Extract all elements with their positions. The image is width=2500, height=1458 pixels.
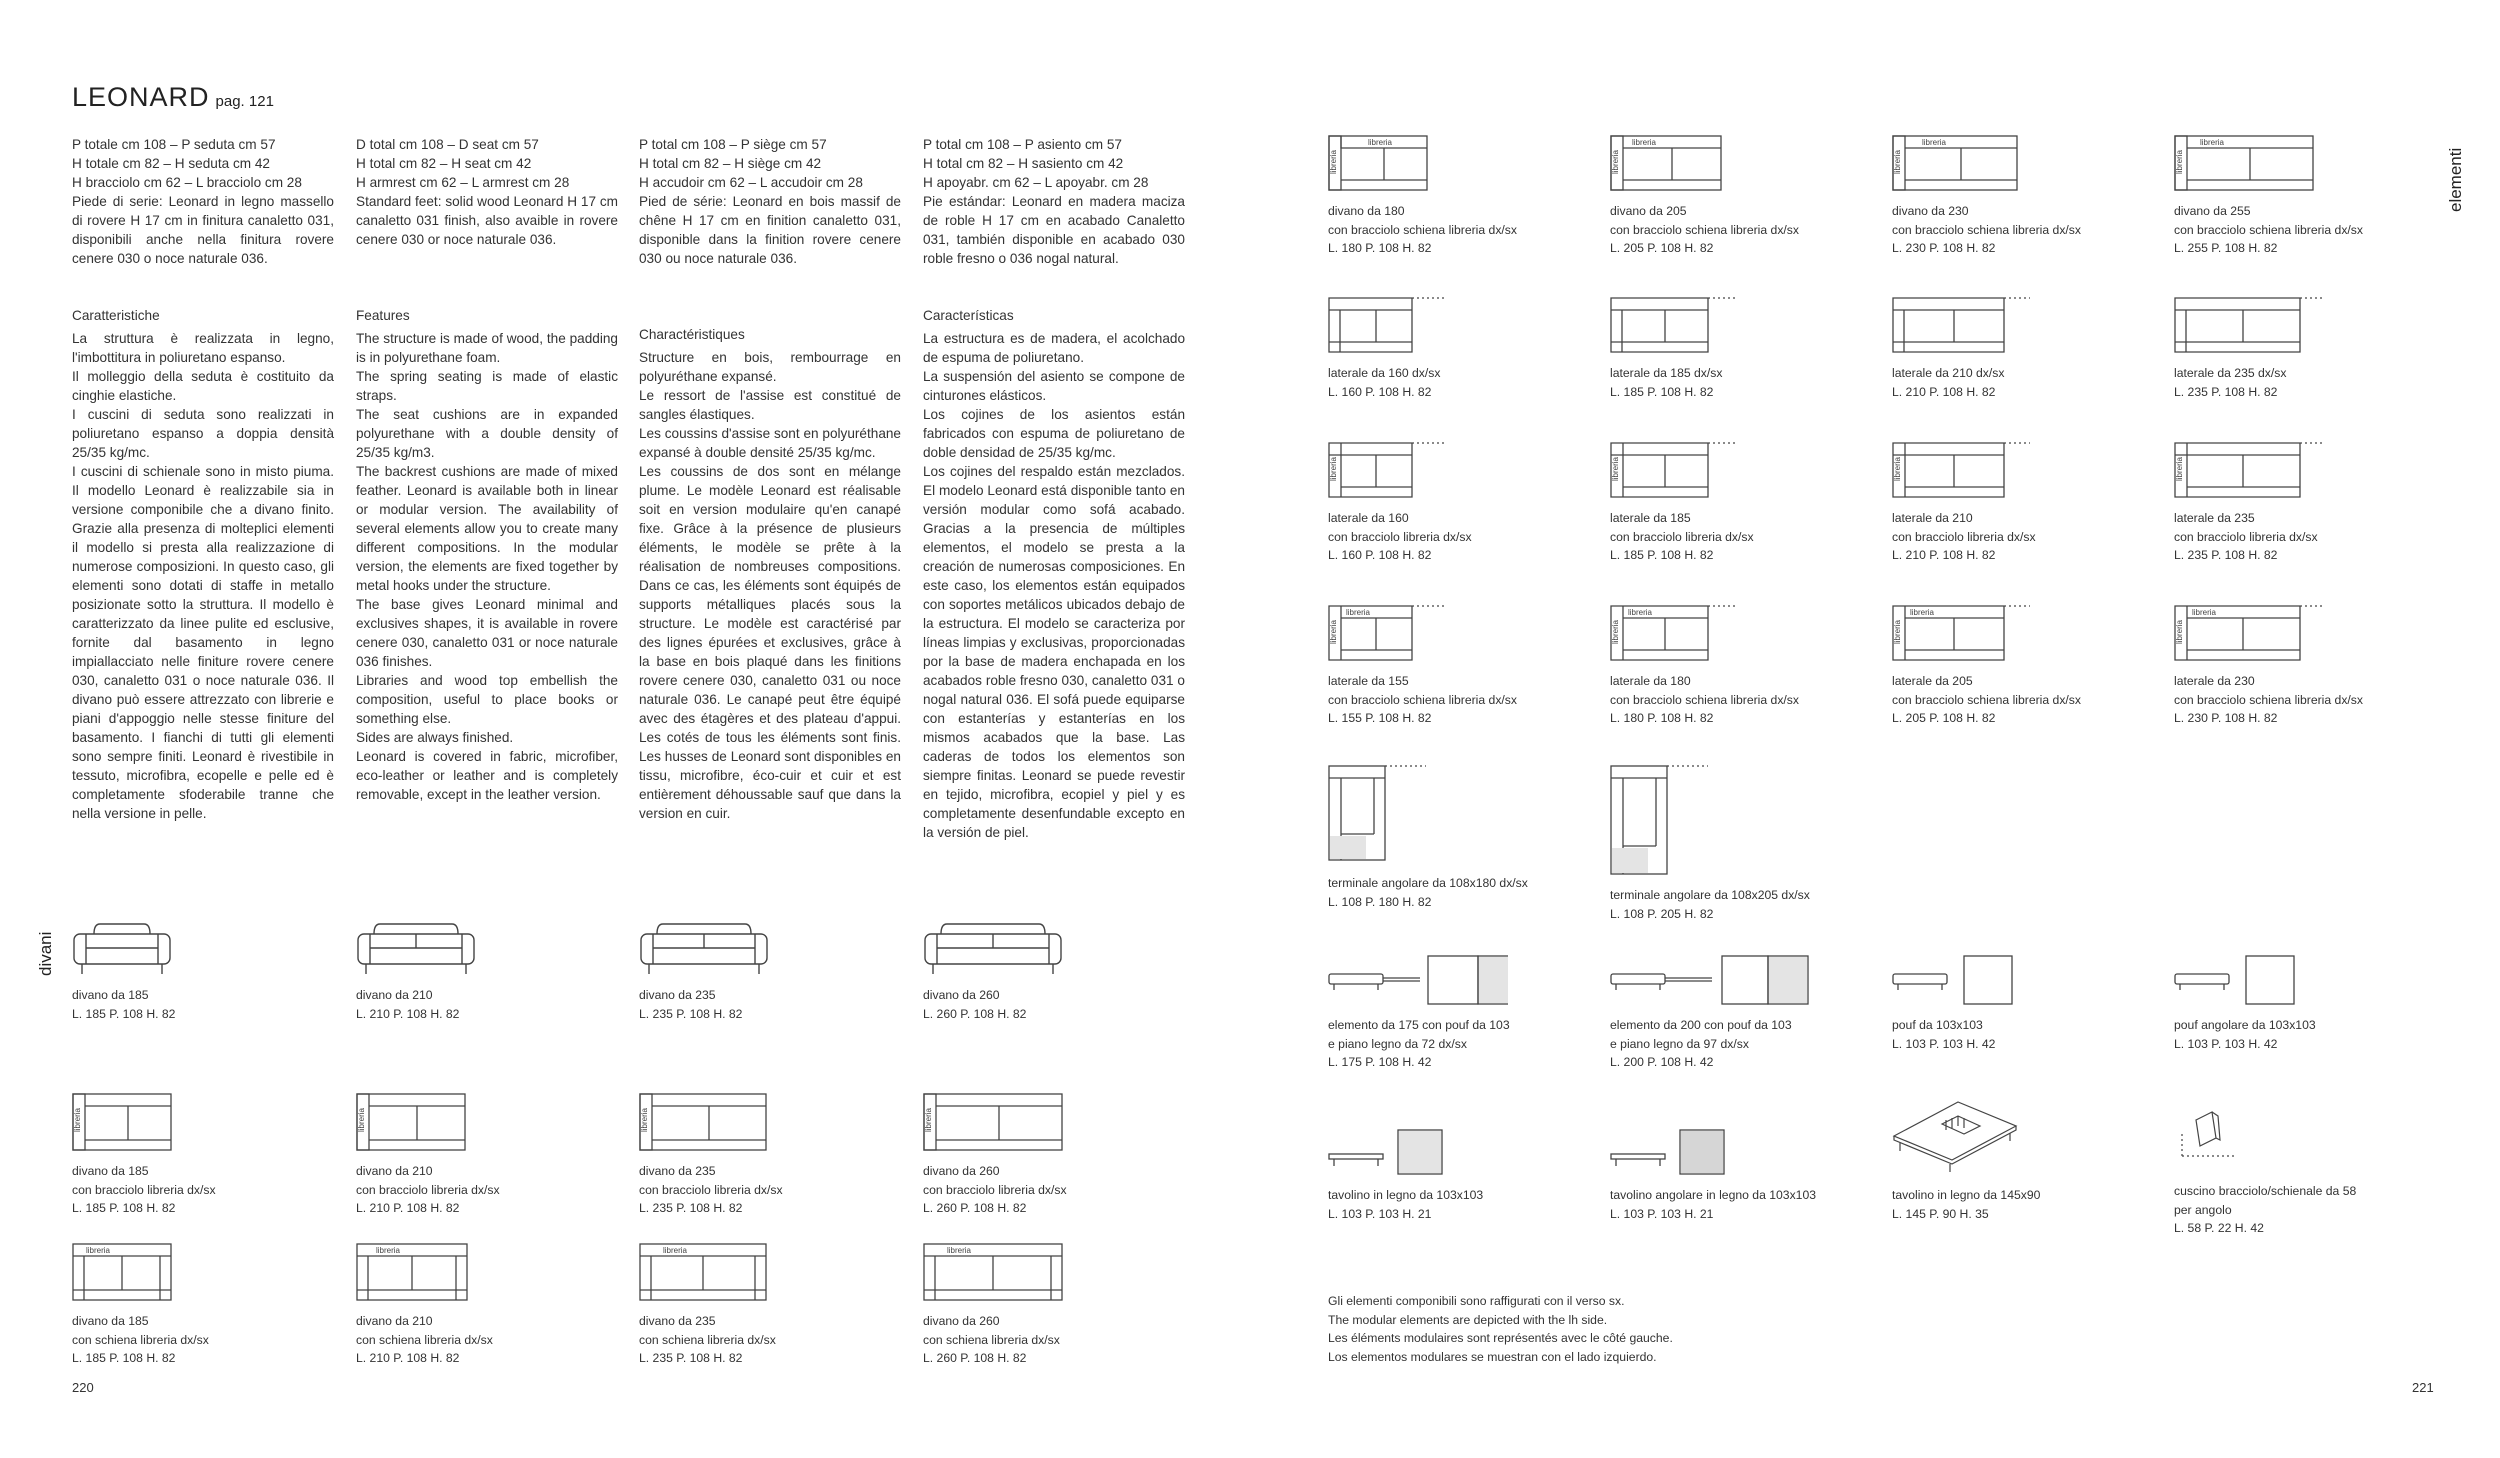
item-caption: laterale da 185 dx/sx L. 185 P. 108 H. 82 (1610, 366, 1723, 399)
divano-item (72, 1242, 342, 1368)
spec-feet: Standard feet: solid wood Leonard H 17 cm canaletto 031 finish, also avaible in rovere cenere 030 or noce naturale 036. (356, 194, 618, 247)
libreria-label: libreria (1922, 138, 1947, 147)
item-caption: laterale da 235 dx/sx L. 235 P. 108 H. 82 (2174, 366, 2287, 399)
item-caption: divano da 210 con schiena libreria dx/sx L. 210 P. 108 H. 82 (356, 1314, 493, 1365)
elemento-item (2174, 604, 2444, 728)
item-caption: laterale da 235 con bracciolo libreria dx/sx L. 235 P. 108 H. 82 (2174, 511, 2318, 562)
elemento-item (1328, 604, 1598, 728)
divano-item (923, 1092, 1193, 1218)
spec-dimensions: P totale cm 108 – P seduta cm 57 H totale cm 82 – H seduta cm 42 H bracciolo cm 62 – L bracciolo cm 28 (72, 137, 302, 190)
element-top-drawing (1328, 604, 1448, 662)
features-body: The structure is made of wood, the padding is in polyurethane foam. The spring seating is made of elastic straps. The seat cushions are in expanded polyurethane with a double density of 25/35 kg/m3. The backrest cushions are made of mixed feather. Leonard is available both in linear or modular version. The availability of several elements allow you to create many different compositions. In the modular version, the elements are fixed together by metal hooks under the structure. The base gives Leonard minimal and exclusives shapes, it is available in rovere cenere 030, canaletto 031 or noce naturale 036 finishes. Libraries and wood top embellish the composition, useful to place books or something else. Sides are always finished. Leonard is covered in fabric, microfiber, eco-leather or leather and is completely removable, except in the leather version. (356, 331, 618, 802)
text-column-english (356, 135, 618, 804)
item-caption: laterale da 185 con bracciolo libreria dx/sx L. 185 P. 108 H. 82 (1610, 511, 1754, 562)
elemento-item (1892, 296, 2162, 401)
spec-feet: Piede di serie: Leonard in legno massello di rovere H 17 cm in finitura canaletto 031, disponibili anche nella finitura rovere cenere 030 o noce naturale 036. (72, 194, 334, 266)
divano-item (72, 1092, 342, 1218)
table-iso-drawing (1892, 1096, 2032, 1176)
table-drawing (1328, 1128, 1458, 1176)
libreria-label: libreria (1368, 138, 1393, 147)
item-caption: tavolino angolare in legno da 103x103 L. 103 P. 103 H. 21 (1610, 1188, 1816, 1221)
libreria-label: libreria (640, 1107, 649, 1132)
note-line: Les éléments modulaires sont représentés avec le côté gauche. (1328, 1331, 1673, 1345)
corner-element-drawing (1610, 764, 1710, 876)
libreria-label: libreria (2175, 149, 2184, 174)
libreria-label: libreria (1632, 138, 1657, 147)
item-caption: laterale da 230 con bracciolo schiena libreria dx/sx L. 230 P. 108 H. 82 (2174, 674, 2363, 725)
elemento-item (1892, 604, 2162, 728)
pouf-element-drawing (1610, 954, 1810, 1006)
features-heading: Features (356, 308, 410, 323)
item-caption: divano da 235 L. 235 P. 108 H. 82 (639, 988, 743, 1021)
features-heading: Charactéristiques (639, 327, 745, 342)
divano-item (639, 918, 909, 1023)
item-caption: elemento da 200 con pouf da 103 e piano legno da 97 dx/sx L. 200 P. 108 H. 42 (1610, 1018, 1792, 1069)
item-caption: pouf angolare da 103x103 L. 103 P. 103 H. 42 (2174, 1018, 2316, 1051)
divano-item (356, 1242, 626, 1368)
elemento-item (1328, 296, 1598, 401)
libreria-label: libreria (1893, 149, 1902, 174)
item-caption: laterale da 160 con bracciolo libreria dx/sx L. 160 P. 108 H. 82 (1328, 511, 1472, 562)
item-caption: divano da 185 L. 185 P. 108 H. 82 (72, 988, 176, 1021)
item-caption: laterale da 205 con bracciolo schiena libreria dx/sx L. 205 P. 108 H. 82 (1892, 674, 2081, 725)
divano-item (639, 1242, 909, 1368)
divano-item (356, 918, 626, 1023)
item-caption: divano da 260 con schiena libreria dx/sx L. 260 P. 108 H. 82 (923, 1314, 1060, 1365)
corner-element-drawing (1328, 764, 1428, 864)
features-body: Structure en bois, rembourrage en polyuréthane expansé. Le ressort de l'assise est constitué de sangles élastiques. Les coussins d'assise sont en polyuréthane expansé à double densité 25/35 kg/mc. Les coussins de dos sont en mélange plume. Le modèle Leonard est réalisable soit en version modulaire qu'en canapé fixe. Grâce à la présence de plusieurs éléments, le modèle se prête à la réalisation de nombreuses compositions. Dans ce cas, les éléments sont équipés de supports métalliques placés sous la structure. Le modèle est caractérisé par des lignes épurées et exclusives, grâce à la base en bois plaqué dans les finitions rovere cenere 030, canaletto 031 ou noce naturale 036. Le canapé peut être équipé avec des étagères et des plateau d'appui. Les cotés de tous les éléments sont finis. Les husses de Leonard sont disponibles en tissu, microfibre, éco-cuir et cuir et est entièrement déhoussable sauf que dans la version en cuir. (639, 350, 901, 821)
libreria-label: libreria (1910, 608, 1935, 617)
spec-dimensions: P total cm 108 – P siège cm 57 H total cm 82 – H siège cm 42 H accudoir cm 62 – L accudoir cm 28 (639, 137, 863, 190)
sofa-top-drawing (72, 1242, 172, 1302)
item-caption: divano da 210 L. 210 P. 108 H. 82 (356, 988, 460, 1021)
sofa-top-drawing (923, 1242, 1063, 1302)
divano-item (639, 1092, 909, 1218)
sofa-top-drawing (639, 1092, 767, 1152)
libreria-label: libreria (1346, 608, 1371, 617)
sofa-top-drawing (923, 1092, 1063, 1152)
element-top-drawing (1892, 441, 2032, 499)
features-body: La estructura es de madera, el acolchado de espuma de poliuretano. La suspensión del asiento se compone de cinturones elásticos. Los cojines de los asientos están fabricados con espuma de poliuretano de doble densidad de 25/35 kg/mc. Los cojines del respaldo están mezclados. El modelo Leonard está disponible tanto en versión modular como sofá acabado. Gracias a la presencia de múltiples elementos, el modelo se presta a la creación de numerosas composiciones. En este caso, los elementos están equipados con soportes metálicos ubicados debajo de la estructura. El modelo se caracteriza por líneas limpias y exclusivas, proporcionadas por la base de madera enchapada en los acabados roble fresno 030, canaletto 031 o nogal natural 036. El sofá puede equiparse con estanterías y estanterías en los mismos acabados que la base. Las caderas de todos los elementos son siempre finitas. Leonard se puede revestir en tejido, microfibra, ecopiel y piel y es completamente desenfundable excepto en la versión de piel. (923, 331, 1185, 840)
libreria-label: libreria (86, 1246, 111, 1255)
features-heading: Caratteristiche (72, 308, 160, 323)
libreria-label: libreria (1611, 619, 1620, 644)
page-number-left: 220 (72, 1380, 94, 1395)
item-caption: tavolino in legno da 103x103 L. 103 P. 103 H. 21 (1328, 1188, 1484, 1221)
element-top-drawing (1610, 134, 1722, 192)
item-caption: cuscino bracciolo/schienale da 58 per angolo L. 58 P. 22 H. 42 (2174, 1184, 2357, 1235)
elemento-item (1610, 296, 1880, 401)
elemento-item (1610, 954, 1880, 1072)
cushion-drawing (2174, 1104, 2274, 1172)
libreria-label: libreria (947, 1246, 972, 1255)
element-top-drawing (2174, 134, 2314, 192)
item-caption: divano da 180 con bracciolo schiena libreria dx/sx L. 180 P. 108 H. 82 (1328, 204, 1517, 255)
item-caption: laterale da 160 dx/sx L. 160 P. 108 H. 82 (1328, 366, 1441, 399)
element-top-drawing (2174, 604, 2324, 662)
note-line: Gli elementi componibili sono raffigurati con il verso sx. (1328, 1294, 1625, 1308)
section-label-divani: divani (36, 931, 55, 976)
libreria-label: libreria (2175, 619, 2184, 644)
divano-item (72, 918, 342, 1023)
item-caption: divano da 185 con bracciolo libreria dx/sx L. 185 P. 108 H. 82 (72, 1164, 216, 1215)
features-body: La struttura è realizzata in legno, l'imbottitura in poliuretano espanso. Il molleggio della seduta è costituito da cinghie elastiche. I cuscini di seduta sono realizzati in poliuretano espanso a doppia densità 25/35 kg/mc. I cuscini di schienale sono in misto piuma. Il modello Leonard è realizzabile sia in versione componibile che a divano finito. Grazie alla presenza di molteplici elementi il modello si presta alla realizzazione di numerose composizioni. In questo caso, gli elementi sono dotati di staffe in metallo posizionate sotto la struttura. Il modello è caratterizzato da linee pulite ed esclusive, fornite dal basamento in legno impiallacciato nelle finiture rovere cenere 030, canaletto 031 o noce naturale 036. Il divano può essere attrezzato con librerie e piani d'appoggio nelle stesse finiture del basamento. I fianchi di tutti gli elementi sono sempre finiti. Leonard è rivestibile in tessuto, microfibra, ecopelle e pelle ed è completamente sfoderabile tranne che nella versione in pelle. (72, 331, 334, 821)
pouf-drawing (1892, 954, 2022, 1006)
text-column-french (639, 135, 901, 823)
item-caption: pouf da 103x103 L. 103 P. 103 H. 42 (1892, 1018, 1996, 1051)
item-caption: divano da 255 con bracciolo schiena libreria dx/sx L. 255 P. 108 H. 82 (2174, 204, 2363, 255)
libreria-label: libreria (2192, 608, 2217, 617)
sofa-top-drawing (639, 1242, 767, 1302)
item-caption: laterale da 210 con bracciolo libreria dx/sx L. 210 P. 108 H. 82 (1892, 511, 2036, 562)
element-top-drawing (1328, 134, 1428, 192)
text-column-italian (72, 135, 334, 823)
element-top-drawing (1328, 441, 1448, 499)
divano-item (923, 1242, 1193, 1368)
sofa-top-drawing (356, 1092, 466, 1152)
modular-note (1328, 1292, 1673, 1366)
libreria-label: libreria (663, 1246, 688, 1255)
spec-feet: Pie estándar: Leonard en madera maciza de roble H 17 cm en acabado Canaletto 031, también disponible en acabado 030 roble fresno o 036 nogal natural. (923, 194, 1185, 266)
elemento-item (1328, 764, 1598, 911)
elemento-item (1892, 1096, 2162, 1223)
spec-feet: Pied de série: Leonard en bois massif de chêne H 17 cm en finition canaletto 031, disponible dans la finition rovere cenere 030 ou noce naturale 036. (639, 194, 901, 266)
libreria-label: libreria (1628, 608, 1653, 617)
sofa-top-drawing (356, 1242, 468, 1302)
item-caption: divano da 235 con schiena libreria dx/sx L. 235 P. 108 H. 82 (639, 1314, 776, 1365)
divano-item (356, 1092, 626, 1218)
libreria-label: libreria (357, 1107, 366, 1132)
element-top-drawing (1328, 296, 1448, 354)
elemento-item (1610, 604, 1880, 728)
item-caption: divano da 235 con bracciolo libreria dx/sx L. 235 P. 108 H. 82 (639, 1164, 783, 1215)
libreria-label: libreria (376, 1246, 401, 1255)
item-caption: terminale angolare da 108x180 dx/sx L. 108 P. 180 H. 82 (1328, 876, 1528, 909)
element-top-drawing (1610, 604, 1740, 662)
libreria-label: libreria (1329, 456, 1338, 481)
page-number-right: 221 (2412, 1380, 2434, 1395)
libreria-label: libreria (2175, 456, 2184, 481)
elemento-item (1610, 1128, 1880, 1223)
elemento-item (1610, 134, 1880, 258)
item-caption: terminale angolare da 108x205 dx/sx L. 108 P. 205 H. 82 (1610, 888, 1810, 921)
sofa-front-drawing (639, 918, 769, 976)
spec-dimensions: D total cm 108 – D seat cm 57 H total cm 82 – H seat cm 42 H armrest cm 62 – L armrest cm 28 (356, 137, 570, 190)
pouf-drawing (2174, 954, 2304, 1006)
libreria-label: libreria (1611, 149, 1620, 174)
item-caption: divano da 260 con bracciolo libreria dx/sx L. 260 P. 108 H. 82 (923, 1164, 1067, 1215)
page-reference: pag. 121 (215, 93, 274, 110)
elemento-item (1892, 441, 2162, 565)
item-caption: divano da 185 con schiena libreria dx/sx L. 185 P. 108 H. 82 (72, 1314, 209, 1365)
elemento-item (1328, 1128, 1598, 1223)
table-drawing (1610, 1128, 1740, 1176)
element-top-drawing (1610, 296, 1740, 354)
elemento-item (1610, 441, 1880, 565)
elemento-item (1328, 954, 1598, 1072)
item-caption: tavolino in legno da 145x90 L. 145 P. 90 H. 35 (1892, 1188, 2041, 1221)
product-name: LEONARD (72, 82, 210, 112)
spec-dimensions: P total cm 108 – P asiento cm 57 H total cm 82 – H sasiento cm 42 H apoyabr. cm 62 – L apoyabr. cm 28 (923, 137, 1149, 190)
page-title (72, 82, 274, 113)
libreria-label: libreria (2200, 138, 2225, 147)
elemento-item (2174, 441, 2444, 565)
item-caption: divano da 205 con bracciolo schiena libreria dx/sx L. 205 P. 108 H. 82 (1610, 204, 1799, 255)
elemento-item (1892, 134, 2162, 258)
elemento-item (2174, 296, 2444, 401)
libreria-label: libreria (73, 1107, 82, 1132)
section-label-elementi: elementi (2446, 147, 2465, 212)
libreria-label: libreria (1329, 619, 1338, 644)
element-top-drawing (1892, 296, 2032, 354)
libreria-label: libreria (1893, 456, 1902, 481)
elemento-item (1892, 954, 2162, 1053)
sofa-front-drawing (923, 918, 1063, 976)
note-line: The modular elements are depicted with the lh side. (1328, 1312, 1608, 1327)
item-caption: laterale da 180 con bracciolo schiena libreria dx/sx L. 180 P. 108 H. 82 (1610, 674, 1799, 725)
item-caption: divano da 230 con bracciolo schiena libreria dx/sx L. 230 P. 108 H. 82 (1892, 204, 2081, 255)
text-column-spanish (923, 135, 1185, 842)
libreria-label: libreria (1611, 456, 1620, 481)
libreria-label: libreria (1893, 619, 1902, 644)
item-caption: laterale da 155 con bracciolo schiena libreria dx/sx L. 155 P. 108 H. 82 (1328, 674, 1517, 725)
element-top-drawing (2174, 296, 2324, 354)
sofa-front-drawing (356, 918, 476, 976)
features-heading: Características (923, 308, 1014, 323)
libreria-label: libreria (1329, 149, 1338, 174)
elemento-item (1328, 441, 1598, 565)
element-top-drawing (1892, 604, 2032, 662)
elemento-item (2174, 134, 2444, 258)
item-caption: divano da 210 con bracciolo libreria dx/sx L. 210 P. 108 H. 82 (356, 1164, 500, 1215)
item-caption: laterale da 210 dx/sx L. 210 P. 108 H. 82 (1892, 366, 2005, 399)
elemento-item (2174, 954, 2444, 1053)
note-line: Los elementos modulares se muestran con el lado izquierdo. (1328, 1349, 1657, 1364)
sofa-front-drawing (72, 918, 172, 976)
elemento-item (1328, 134, 1598, 258)
pouf-element-drawing (1328, 954, 1508, 1006)
element-top-drawing (2174, 441, 2324, 499)
element-top-drawing (1892, 134, 2018, 192)
divano-item (923, 918, 1193, 1023)
elemento-item (2174, 1104, 2444, 1238)
sofa-top-drawing (72, 1092, 172, 1152)
libreria-label: libreria (924, 1107, 933, 1132)
item-caption: elemento da 175 con pouf da 103 e piano legno da 72 dx/sx L. 175 P. 108 H. 42 (1328, 1018, 1510, 1069)
item-caption: divano da 260 L. 260 P. 108 H. 82 (923, 988, 1027, 1021)
element-top-drawing (1610, 441, 1740, 499)
elemento-item (1610, 764, 1880, 923)
